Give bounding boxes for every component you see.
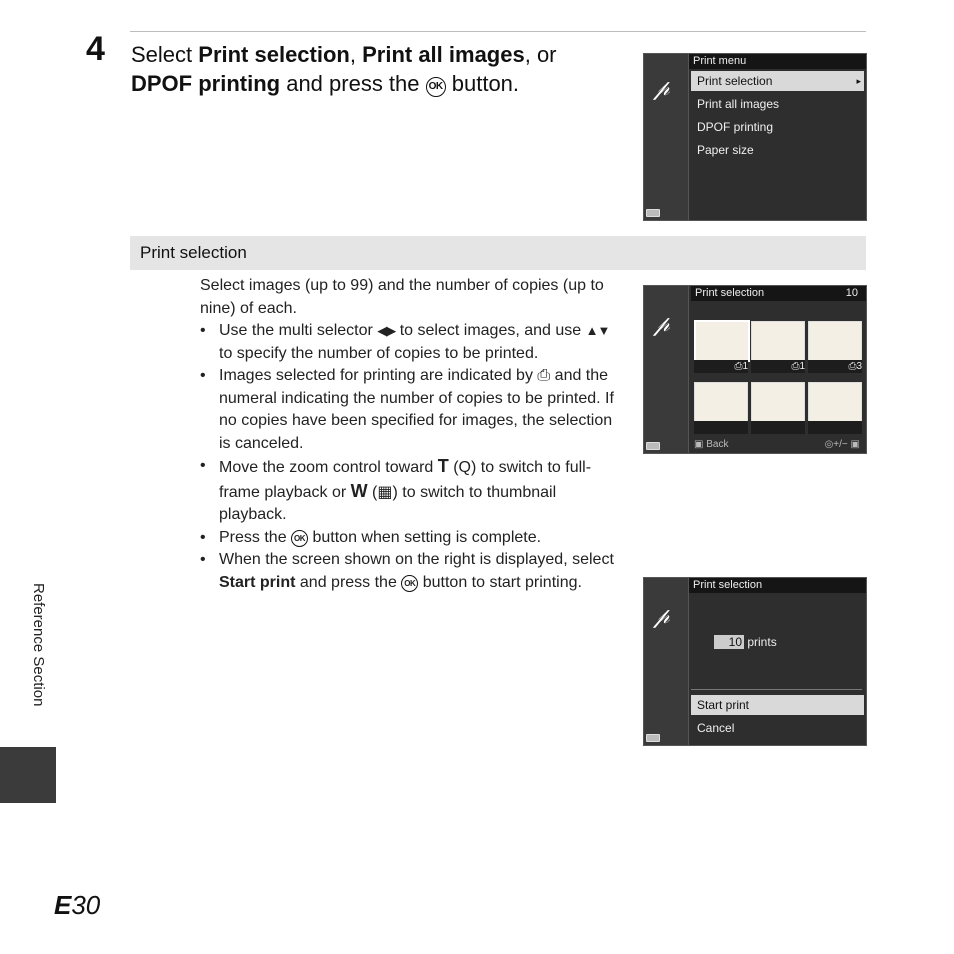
bullet-zoom-control: • Move the zoom control toward T (Q) to switch to full-frame playback or W (▦) to switch to thumbnail playback. [219, 455, 620, 527]
bullet-start-print: • When the screen shown on the right is displayed, select Start print and press the OK button to start printing. [219, 549, 620, 594]
thumbnail [751, 382, 805, 422]
screen-menu [689, 578, 866, 745]
divider [691, 689, 862, 690]
screen-left-panel [644, 578, 689, 745]
thumbnail [808, 382, 862, 422]
camera-screen-start-print [643, 577, 867, 746]
bullet-press-ok: • Press the OK button when setting is complete. [219, 527, 620, 550]
step-number: 4 [86, 30, 105, 68]
screen-title: Print selection [689, 578, 866, 593]
screen-title: Print selection 10 [691, 286, 866, 301]
screen-title: Print menu [689, 54, 866, 69]
pictbridge-icon: 𝓅 [654, 604, 670, 629]
option-print-all-images: Print all images [362, 42, 525, 67]
option-print-selection: Print selection [198, 42, 350, 67]
up-down-arrows-icon: ▲▼ [585, 323, 610, 338]
menu-item-dpof-printing: DPOF printing [697, 120, 774, 134]
side-tab-marker [0, 747, 56, 803]
screen-left-panel [644, 54, 689, 220]
thumbnail-copy-count: ⎙1 [751, 360, 805, 373]
print-icon: ⎙ [537, 367, 551, 384]
side-section-label: Reference Section [30, 583, 47, 707]
thumbnail [751, 321, 805, 361]
instructions-body [200, 275, 620, 594]
battery-icon [646, 734, 660, 742]
back-hint: ▣ Back [694, 439, 729, 450]
screen-footer [692, 439, 862, 451]
thumbnail [694, 382, 748, 422]
tele-t-icon: T [437, 456, 449, 476]
thumbnail-copy-count [808, 421, 862, 434]
thumbnail [808, 321, 862, 361]
menu-item-print-selection: Print selection ▸ [691, 71, 864, 91]
bullet-multi-selector: • Use the multi selector ◀▶ to select images, and use ▲▼ to specify the number of copies to be printed. [219, 320, 620, 365]
zoom-magnifier-icon: Q [458, 459, 471, 476]
prints-value: 10 [714, 635, 744, 649]
prints-readout [714, 635, 777, 649]
intro-text: Select images (up to 99) and the number of copies (up to nine) of each. [200, 277, 604, 317]
bullet-print-indicator: • Images selected for printing are indicated by ⎙ and the numeral indicating the number of copies to be printed. If no copies have been specified for images, the selection is canceled. [219, 365, 620, 455]
battery-icon [646, 442, 660, 450]
ok-button-icon: OK [401, 575, 418, 592]
menu-item-print-all-images: Print all images [697, 97, 780, 111]
left-right-arrows-icon: ◀▶ [377, 323, 396, 338]
section-title: Print selection [140, 243, 247, 262]
selected-count: 10 [845, 287, 858, 299]
thumbnail-copy-count [751, 421, 805, 434]
thumbnail-copy-count: ⎙3 [808, 360, 862, 373]
camera-screen-print-selection [643, 285, 867, 454]
pictbridge-icon: 𝓅 [654, 76, 670, 101]
wide-w-icon: W [350, 480, 368, 501]
menu-item-start-print: Start print [691, 695, 864, 715]
top-rule [130, 31, 866, 32]
menu-item-cancel: Cancel [697, 721, 735, 735]
screen-menu [689, 54, 866, 163]
page-number: E30 [54, 890, 101, 920]
ok-button-icon: OK [426, 77, 446, 97]
bullet-list [200, 320, 620, 594]
ok-button-icon: OK [291, 530, 308, 547]
submenu-arrow-icon: ▸ [856, 76, 861, 86]
menu-item-paper-size: Paper size [697, 143, 754, 157]
option-dpof-printing: DPOF printing [131, 71, 281, 96]
battery-icon [646, 209, 660, 217]
pictbridge-icon: 𝓅 [654, 312, 670, 337]
adjust-hint: ◎+/− ▣ [824, 439, 860, 450]
thumbnail-copy-count [694, 421, 748, 434]
camera-screen-print-menu [643, 53, 867, 221]
screen-left-panel [644, 286, 689, 453]
prints-label: prints [747, 635, 777, 649]
step-instruction: Select Print selection, Print all images, or DPOF printing and press the OK button. [131, 42, 557, 96]
thumbnail [694, 320, 750, 362]
thumbnail-copy-count: ⎙1 [694, 360, 748, 373]
thumbnail-grid-icon: ▦ [377, 483, 393, 501]
reference-section-icon: E [54, 890, 72, 920]
